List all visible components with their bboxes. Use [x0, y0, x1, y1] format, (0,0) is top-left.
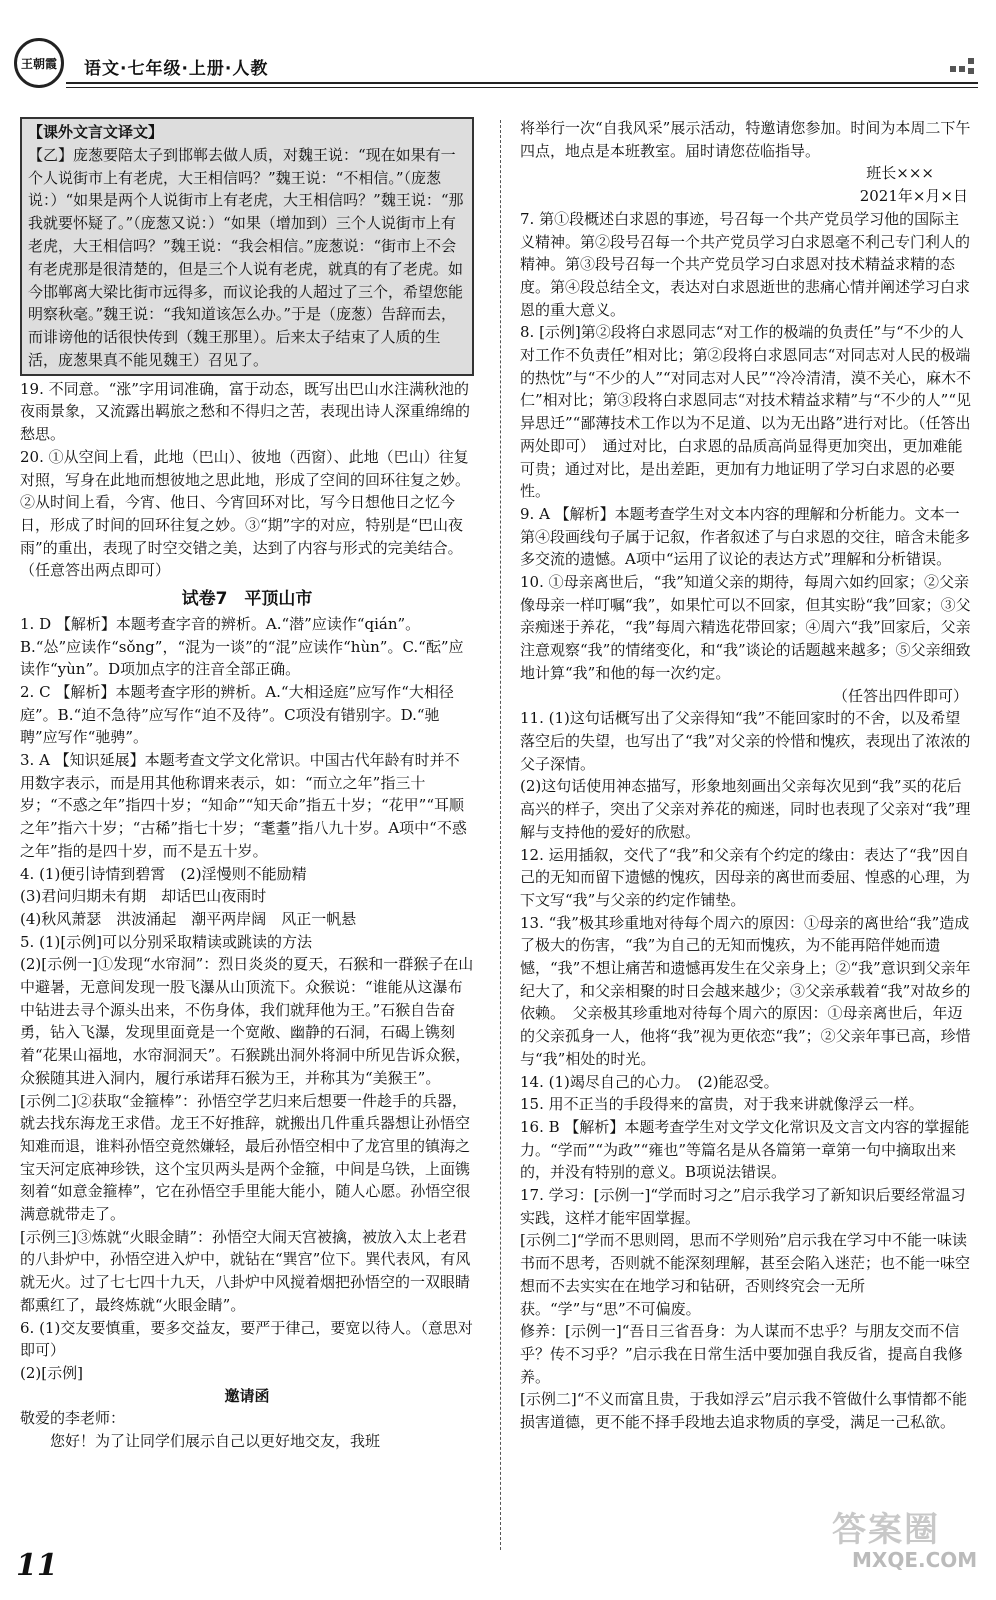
answer-item: [示例二]②获取“金箍棒”：孙悟空学艺归来后想要一件趁手的兵器，就去找东海龙王求借。龙王不好推辞，就搬出几件重兵器想让孙悟空知难而退，谁料孙悟空竟然嫌轻，最后孙悟空相中了龙宫里的镇海之宝天河定底神珍铁，这个宝贝两头是两个金箍，中间是乌铁，上面镌刻着“如意金箍棒”，它在孙悟空手里能大能小，随人心愿。孙悟空很满意就带走了。	[20, 1091, 471, 1224]
answer-item: 20. ①从空间上看，此地（巴山）、彼地（西窗）、此地（巴山）往复对照，写身在此地而想彼地之思此地，形成了空间的回环往复之妙。②从时间上看，今宵、他日、今宵回环对比，写今日想他日之忆今日，形成了时间的回环往复之妙。③“期”字的对应，特别是“巴山夜雨”的重出，表现了时空交错之美，达到了内容与形式的完美结合。（任意答出两点即可）	[20, 447, 471, 580]
answer-item: 17. 学习：[示例一]“学而时习之”启示我学习了新知识后要经常温习实践，这样才能牢固掌握。	[520, 1186, 966, 1227]
answer-note: （任答出四件即可）	[832, 686, 968, 705]
page-number: 11	[16, 1548, 58, 1583]
column-divider	[500, 120, 501, 1550]
letter-title: 邀请函	[224, 1386, 270, 1405]
answer-item: 14. (1)竭尽自己的心力。 (2)能忍受。	[520, 1072, 779, 1091]
letter-date: 2021年×月×日	[859, 187, 968, 206]
answer-item: [示例二]“不义而富且贵，于我如浮云”启示我不管做什么事情都不能损害道德，更不能不择手段地去追求物质的享受，满足一己私欲。	[520, 1390, 968, 1432]
answer-item: 8. [示例]第②段将白求恩同志“对工作的极端的负责任”与“不少的人对工作不负责任”相对比；第②段将白求恩同志“对同志对人民的极端的热忱”与“不少的人”“对同志对人民”“冷冷清清，漠不关心，麻木不仁”相对比；第③段将白求恩同志“对技术精益求精”与“不少的人”“见异思迁”“鄙薄技术工作以为不足道、以为无出路”进行对比。（任答出两处即可） 通过对比，白求恩的品质高尚显得更加突出，更加难能可贵；通过对比，是出差距，更加有力地证明了学习白求恩的必要性。	[520, 323, 972, 501]
translation-box-title: 【课外文言文译文】	[28, 123, 164, 141]
answer-item: [示例三]③炼就“火眼金睛”：孙悟空大闹天宫被擒，被放入太上老君的八卦炉中，孙悟空进入炉中，就钻在“巽宫”位下。巽代表风，有风就无火。过了七七四十九天，八卦炉中风搅着烟把孙悟空的一双眼睛都熏红了，最终炼就“火眼金睛”。	[20, 1227, 471, 1314]
left-column	[20, 117, 474, 1453]
answer-item: 19. 不同意。“涨”字用词准确，富于动态，既写出巴山水注满秋池的夜雨景象，又流露出羁旅之愁和不得归之苦，表现出诗人深重绵绵的愁思。	[20, 379, 471, 444]
answer-item: 5. (1)[示例]可以分别采取精读或跳读的方法	[20, 932, 313, 951]
answer-item: 12. 运用插叙，交代了“我”和父亲有个约定的缘由：表达了“我”因自己的无知而留下遗憾的愧疚，因母亲的离世而委屈、惶惑的心理，为下文写“我”与父亲的约定作铺垫。	[520, 845, 971, 909]
publisher-logo: 王朝霞	[14, 38, 64, 88]
answer-item: 4. (1)便引诗情到碧霄 (2)淫慢则不能励精	[20, 864, 307, 883]
answer-item: (3)君问归期未有期 却话巴山夜雨时	[20, 887, 267, 906]
answer-item: (4)秋风萧瑟 洪波涌起 潮平两岸阔 风正一帆悬	[20, 909, 357, 928]
section-title: 试卷7 平顶山市	[181, 589, 313, 610]
answer-item: 10. ①母亲离世后，“我”知道父亲的期待，每周六如约回家；②父亲像母亲一样叮嘱“我”，如果忙可以不回家，但其实盼“我”回家；③父亲痴迷于养花，“我”每周六精选花带回家；④周六“我”回家后，父亲注意观察“我”的情绪变化，和“我”谈论的话题越来越多；⑤父亲细致地计算“我”和他的每一次约定。	[520, 573, 971, 682]
answer-item: 7. 第①段概述白求恩的事迹，号召每一个共产党员学习他的国际主义精神。第②段号召每一个共产党员学习白求恩毫不利己专门利人的精神。第③段号召每一个共产党员学习白求恩对技术精益求精的态度。第④段总结全文，表达对白求恩逝世的悲痛心情并阐述学习白求恩的重大意义。	[520, 209, 971, 319]
letter-greeting: 敬爱的李老师：	[20, 1409, 126, 1428]
right-column	[520, 117, 974, 1434]
answer-item: (2)[示例]	[20, 1364, 83, 1382]
answer-item: 修养：[示例一]“吾日三省吾身：为人谋而不忠乎？与朋友交而不信乎？传不习乎？”启示我在日常生活中要加强自我反省，提高自我修养。	[520, 1322, 963, 1386]
header-rule	[66, 82, 978, 88]
answer-item: (2)这句话使用神态描写，形象地刻画出父亲每次见到“我”买的花后高兴的样子，突出了父亲对养花的痴迷，同时也表现了父亲对“我”理解与支持他的爱好的欣慰。	[520, 777, 971, 841]
translation-box	[20, 117, 474, 376]
answer-item: 16. B 【解析】本题考查学生对文学文化常识及文言文内容的掌握能力。“学而”“为政”“雍也”等篇名是从各篇第一章第一句中摘取出来的，并没有特别的意义。B项说法错误。	[520, 1117, 970, 1182]
answer-item: 15. 用不正当的手段得来的富贵，对于我来讲就像浮云一样。	[520, 1095, 924, 1114]
letter-signature: 班长×××	[866, 164, 934, 183]
answer-item: [示例二]“学而不思则罔，思而不学则殆”启示我在学习中不能一味读书而不思考，否则就不能深刻理解，甚至会陷入迷茫；也不能一味空想而不去实实在在地学习和钻研，否则终究会一无所获。“学”与“思”不可偏废。	[520, 1231, 971, 1318]
answer-item: 1. D 【解析】本题考查字音的辨析。A.“潜”应读作“qián”。B.“怂”应读作“sǒng”，“混为一谈”的“混”应读作“hùn”。C.“酝”应读作“yùn”。D项加点字的注音全部正确。	[20, 614, 464, 679]
answer-item: 3. A 【知识延展】本题考查文学文化常识。中国古代年龄有时并不用数字表示，而是用其他称谓来表示，如：“而立之年”指三十岁；“不惑之年”指四十岁；“知命”“知天命”指五十岁；“花甲”“耳顺之年”指六十岁；“古稀”指七十岁；“耄耋”指八九十岁。A项中“不惑之年”指的是四十岁，而不是五十岁。	[20, 751, 467, 860]
translation-box-text: 【乙】庞葱要陪太子到邯郸去做人质，对魏王说：“现在如果有一个人说街市上有老虎，大王相信吗？”魏王说：“不相信。”（庞葱说：）“如果是两个人说街市上有老虎，大王相信吗？”魏王说：“那我就要怀疑了。”（庞葱又说：）“如果（增加到）三个人说街市上有老虎，大王相信吗？”魏王说：“我会相信。”庞葱说：“街市上不会有老虎那是很清楚的，但是三个人说有老虎，就真的有了老虎。如今邯郸离大梁比街市远得多，而议论我的人超过了三个，希望您能明察秋毫。”魏王说：“我知道该怎么办。”于是（庞葱）告辞而去，而诽谤他的话很快传到（魏王那里）。后来太子结束了人质的生活，庞葱果真不能见魏王）召见了。	[28, 145, 464, 369]
answer-item: (2)[示例一]①发现“水帘洞”：烈日炎炎的夏天，石猴和一群猴子在山中避暑，无意间发现一股飞瀑从山顶流下。众猴说：“谁能从这瀑布中钻进去寻个源头出来，不伤身体，我们就拜他为王。”石猴自告奋勇，钻入飞瀑，发现里面竟是一个宽敞、幽静的石洞，石碣上镌刻着“花果山福地，水帘洞洞天”。石猴跳出洞外将洞中所见告诉众猴，众猴随其进入洞内，履行承诺拜石猴为王，并称其为“美猴王”。	[20, 955, 474, 1087]
watermark-logo	[822, 1500, 982, 1582]
answer-item: 11. (1)这句话概写出了父亲得知“我”不能回家时的不舍，以及希望落空后的失望，也写出了“我”对父亲的怜惜和愧疚，表现出了浓浓的父子深情。	[520, 709, 971, 773]
answer-item: 9. A 【解析】本题考查学生对文本内容的理解和分析能力。文本一第④段画线句子属于记叙，作者叙述了与白求恩的交往，暗含未能多多交流的遗憾。A项中“运用了议论的表达方式”理解和分析错误。	[520, 504, 971, 569]
answer-item: 2. C 【解析】本题考查字形的辨析。A.“大相迳庭”应写作“大相径庭”。B.“迫不急待”应写作“迫不及待”。C项没有错别字。D.“驰聘”应写作“驰骋”。	[20, 682, 454, 747]
page-header	[0, 0, 996, 110]
answer-item: 13. “我”极其珍重地对待每个周六的原因：①母亲的离世给“我”造成了极大的伤害，“我”为自己的无知而愧疚，为不能再陪伴她而遗憾，“我”不想让痛苦和遗憾再发生在父亲身上；②“我”意识到父亲年纪大了，和父亲相聚的时日会越来越少；③父亲承载着“我”对故乡的依赖。 父亲极其珍重地对待每个周六的原因：①母亲离世后，年迈的父亲孤身一人，他将“我”视为更依恋“我”；②父亲年事已高，珍惜与“我”相处的时光。	[520, 913, 971, 1068]
book-title: 语文·七年级·上册·人教	[84, 59, 269, 79]
letter-body: 您好！为了让同学们展示自己以更好地交友，我班	[50, 1432, 381, 1451]
watermark-url: MXQE.COM	[852, 1548, 978, 1572]
decorative-squares-icon	[950, 58, 974, 76]
answer-item: 6. (1)交友要慎重，要多交益友，要严于律己，要宽以待人。（意思对即可）	[20, 1318, 473, 1360]
letter-continuation: 将举行一次“自我风采”展示活动，特邀请您参加。时间为本周二下午四点，地点是本班教室。届时请您莅临指导。	[520, 119, 971, 160]
watermark-text: 答案圈	[832, 1510, 940, 1550]
